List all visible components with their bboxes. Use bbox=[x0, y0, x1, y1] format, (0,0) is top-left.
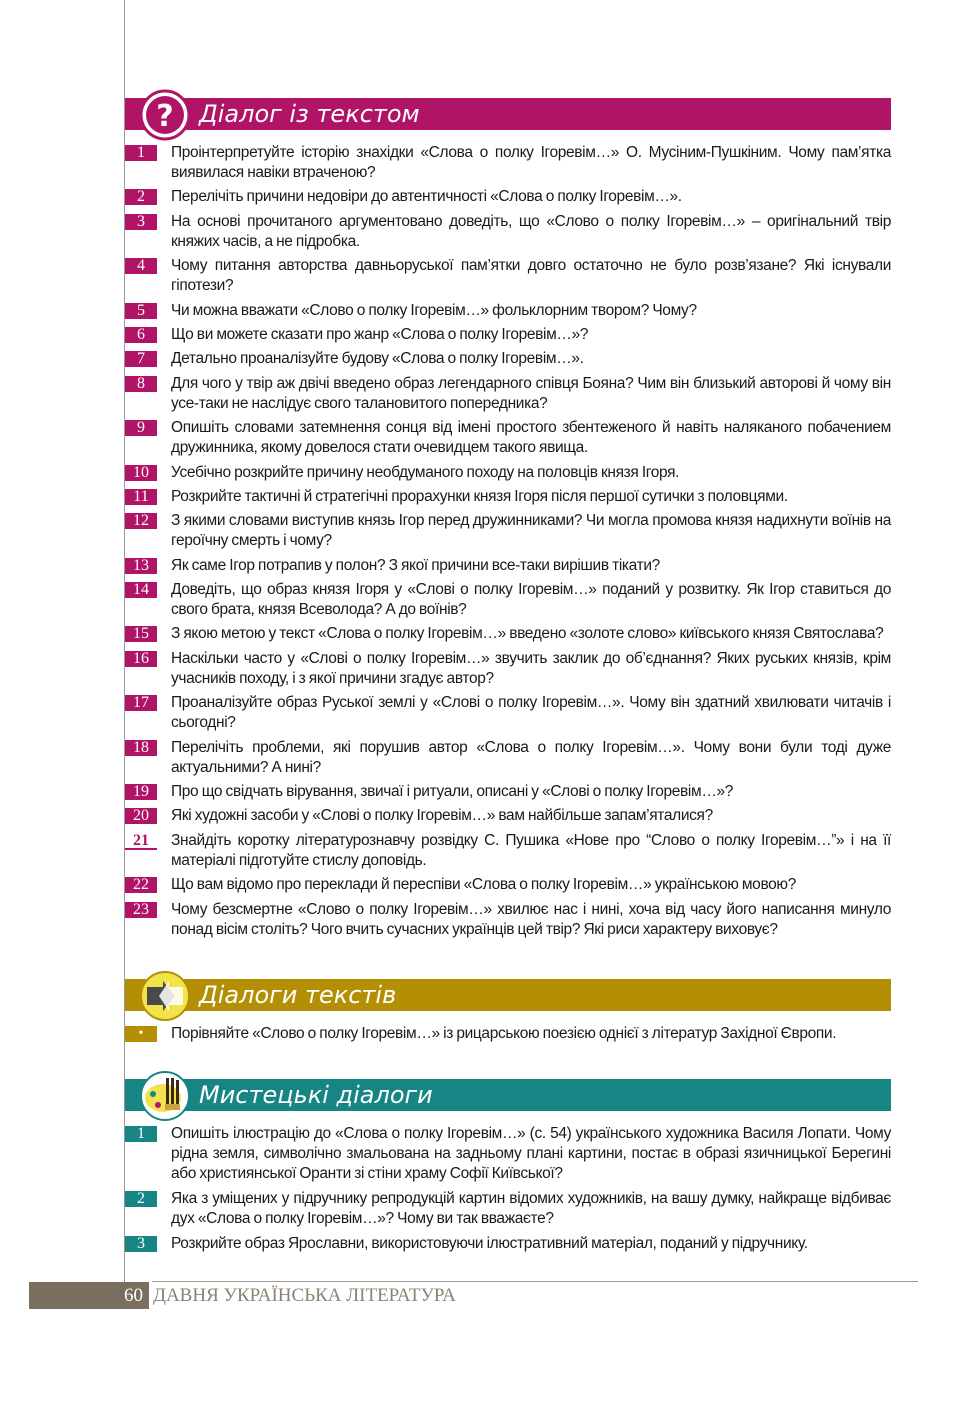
question-number: 1 bbox=[125, 145, 157, 161]
question-item bbox=[125, 487, 891, 507]
question-text: Проаналізуйте образ Руської землі у «Слові о полку Ігоревім…». Чому він здатний хвилювати читачів і сьогодні? bbox=[171, 694, 891, 732]
section-title: Діалог із текстом bbox=[199, 100, 420, 128]
question-text: Опишіть ілюстрацію до «Слова о полку Ігоревім…» (с. 54) українського художника Василя Лопати. Чому рідна земля, символічно змальована на задньому плані картини, постає в образі язичницької Берегині або християнської Оранти зі стіни храму Софії Київської? bbox=[171, 1125, 891, 1182]
question-item bbox=[125, 511, 891, 551]
question-text: Усебічно розкрийте причину необдуманого походу на половців князя Ігоря. bbox=[171, 463, 680, 481]
question-item bbox=[125, 738, 891, 778]
section-title: Діалоги текстів bbox=[199, 981, 397, 1009]
question-item bbox=[125, 212, 891, 252]
question-item bbox=[125, 900, 891, 940]
question-item bbox=[125, 693, 891, 733]
palette-icon bbox=[139, 1070, 191, 1122]
question-text: Розкрийте тактичні й стратегічні прорахунки князя Ігоря після першої сутички з половцями. bbox=[171, 487, 788, 505]
section-header bbox=[125, 979, 891, 1011]
question-item bbox=[125, 463, 891, 483]
question-text: Наскільки часто у «Слові о полку Ігоревім…» звучить заклик до об’єднання? Яких руських князів, крім учасників походу, і з якої причини згадує автор? bbox=[171, 649, 891, 687]
section-header bbox=[125, 1079, 891, 1111]
question-item bbox=[125, 256, 891, 296]
question-item bbox=[125, 649, 891, 689]
question-number: 5 bbox=[125, 303, 157, 319]
question-number: 11 bbox=[125, 489, 157, 505]
question-number: 23 bbox=[125, 902, 157, 918]
question-text: Знайдіть коротку літературознавчу розвідку С. Пушика «Нове про “Слово о полку Ігоревім…”» і на її матеріалі підготуйте стислу доповідь. bbox=[171, 831, 891, 869]
question-text: Чому безсмертне «Слово о полку Ігоревім…» хвилює нас і нині, хоча від часу його написання минуло понад вісім століть? Чого вчить сучасних українців цей твір? Які риси характеру виховує? bbox=[171, 900, 891, 938]
question-item bbox=[125, 418, 891, 458]
question-item bbox=[125, 1024, 891, 1044]
question-number: 6 bbox=[125, 327, 157, 343]
question-item bbox=[125, 831, 891, 871]
question-item bbox=[125, 301, 891, 321]
question-item bbox=[125, 580, 891, 620]
svg-text:?: ? bbox=[156, 99, 174, 134]
question-text: Яка з уміщених у підручнику репродукцій картин відомих художників, на вашу думку, найкраще відбиває дух «Слова о полку Ігоревім…»? Чому ви так вважаєте? bbox=[171, 1190, 891, 1227]
question-text: Про що свідчать вірування, звичаї і ритуали, описані у «Слові о полку Ігоревім…»? bbox=[171, 783, 734, 801]
question-text: Проінтерпретуйте історію знахідки «Слова о полку Ігоревім…» О. Мусіним-Пушкіним. Чому пам’ятка виявилася навіки втраченою? bbox=[171, 144, 891, 181]
question-item bbox=[125, 374, 891, 414]
question-item bbox=[125, 143, 891, 183]
question-text: На основі прочитаного аргументовано доведіть, що «Слово о полку Ігоревім…» – оригінальний твір княжих часів, а не підробка. bbox=[171, 212, 891, 250]
question-text: Чи можна вважати «Слово о полку Ігоревім…» фольклорним твором? Чому? bbox=[171, 301, 697, 319]
question-item bbox=[125, 875, 891, 895]
running-title: ДАВНЯ УКРАЇНСЬКА ЛІТЕРАТУРА bbox=[153, 1285, 456, 1306]
question-item bbox=[125, 624, 891, 644]
section-header bbox=[125, 98, 891, 134]
arrows-icon bbox=[139, 970, 191, 1022]
question-number: 10 bbox=[125, 465, 157, 481]
question-list bbox=[125, 1024, 891, 1044]
question-text: Перелічіть причини недовіри до автентичності «Слова о полку Ігоревім…». bbox=[171, 188, 682, 206]
page-number: 60 bbox=[29, 1282, 149, 1309]
question-number: 13 bbox=[125, 558, 157, 574]
question-text: Опишіть словами затемнення сонця від імені простого збентеженого й навіть наляканого побачением дружинника, якому довелося стати очевидцем такого явища. bbox=[171, 419, 891, 457]
question-number: 20 bbox=[125, 808, 157, 824]
question-number: 7 bbox=[125, 351, 157, 367]
section-title: Мистецькі діалоги bbox=[199, 1081, 433, 1109]
question-item bbox=[125, 349, 891, 369]
question-item bbox=[125, 1234, 891, 1254]
question-text: Для чого у твір аж двічі введено образ легендарного співця Бояна? Чим він близький авторові й чому він усе-таки не наслідує свого талановитого попередника? bbox=[171, 374, 891, 412]
question-text: Детально проаналізуйте будову «Слова о полку Ігоревім…». bbox=[171, 350, 584, 368]
question-item bbox=[125, 782, 891, 802]
question-text: З якою метою у текст «Слова о полку Ігоревім…» введено «золоте слово» київського князя Святослава? bbox=[171, 625, 884, 643]
question-item bbox=[125, 1189, 891, 1229]
question-number: 17 bbox=[125, 695, 157, 711]
question-number: 12 bbox=[125, 513, 157, 529]
question-text: Чому питання авторства давньоруської пам’ятки довго остаточно не було розв’язане? Які існували гіпотези? bbox=[171, 257, 891, 295]
question-text: Що ви можете сказати про жанр «Слова о полку Ігоревім…»? bbox=[171, 325, 589, 343]
question-text: З якими словами виступив князь Ігор перед дружинниками? Чи могла промова князя надихнути воїнів на героїчну смерть і чому? bbox=[171, 512, 891, 550]
section-dialogues-of-texts bbox=[125, 979, 891, 1044]
question-number: 15 bbox=[125, 626, 157, 642]
question-number: 1 bbox=[125, 1126, 157, 1142]
question-number: 3 bbox=[125, 214, 157, 230]
question-icon bbox=[139, 89, 191, 141]
question-text: Розкрийте образ Ярославни, використовуючи ілюстративний матеріал, поданий у підручнику. bbox=[171, 1235, 808, 1252]
question-text: Які художні засоби у «Слові о полку Ігоревім…» вам найбільше запам’яталися? bbox=[171, 807, 713, 825]
question-number: 18 bbox=[125, 740, 157, 756]
bullet-marker: • bbox=[125, 1026, 157, 1042]
question-text: Порівняйте «Слово о полку Ігоревім…» із рицарською поезією однієї з літератур Західної Європи. bbox=[171, 1025, 837, 1042]
question-item bbox=[125, 556, 891, 576]
question-number: 21 bbox=[125, 833, 157, 850]
section-dialogue-with-text bbox=[125, 98, 891, 944]
question-list bbox=[125, 1124, 891, 1254]
question-number: 16 bbox=[125, 651, 157, 667]
question-item bbox=[125, 325, 891, 345]
question-text: Перелічіть проблеми, які порушив автор «Слова о полку Ігоревім…». Чому вони були тоді дуже актуальними? А нині? bbox=[171, 738, 891, 776]
question-number: 2 bbox=[125, 1191, 157, 1207]
question-number: 9 bbox=[125, 420, 157, 436]
question-text: Доведіть, що образ князя Ігоря у «Слові о полку Ігоревім…» поданий у розвитку. Як Ігор ставиться до свого брата, князя Всеволода? А до воїнів? bbox=[171, 581, 891, 619]
question-number: 14 bbox=[125, 582, 157, 598]
question-number: 2 bbox=[125, 189, 157, 205]
question-number: 19 bbox=[125, 784, 157, 800]
question-number: 3 bbox=[125, 1236, 157, 1252]
question-number: 4 bbox=[125, 258, 157, 274]
question-item bbox=[125, 1124, 891, 1184]
section-art-dialogues bbox=[125, 1079, 891, 1259]
question-list bbox=[125, 143, 891, 940]
question-number: 8 bbox=[125, 376, 157, 392]
question-item bbox=[125, 187, 891, 207]
question-text: Як саме Ігор потрапив у полон? З якої причини все-таки вирішив тікати? bbox=[171, 556, 660, 574]
question-number: 22 bbox=[125, 877, 157, 893]
question-text: Що вам відомо про переклади й переспіви «Слова о полку Ігоревім…» українською мовою? bbox=[171, 876, 796, 894]
question-item bbox=[125, 806, 891, 826]
